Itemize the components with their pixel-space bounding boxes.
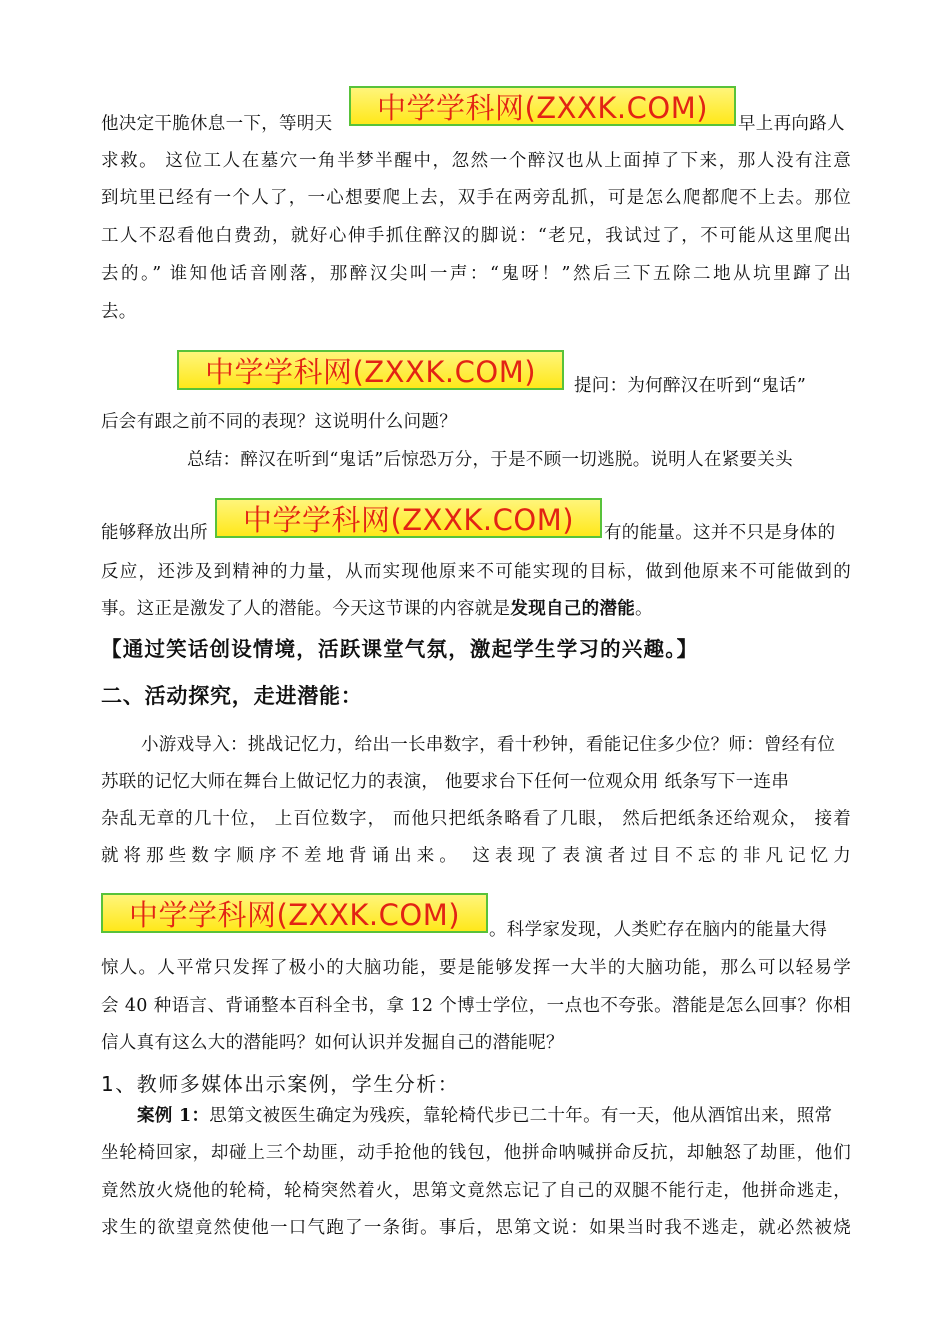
case1-line-2: 坐轮椅回家，却碰上三个劫匪，动手抢他的钱包，他拼命呐喊拼命反抗，却触怒了劫匪，他们 xyxy=(101,1143,851,1163)
case1-text-1: 思第文被医生确定为残疾，靠轮椅代步已二十年。有一天，他从酒馆出来，照常 xyxy=(209,1106,833,1126)
story-line-1a: 他决定干脆休息一下，等明天 xyxy=(101,114,333,134)
teaching-note: 【通过笑话创设情境，活跃课堂气氛，激起学生学习的兴趣。】 xyxy=(101,637,699,661)
question-line-1: 提问：为何醉汉在听到“鬼话” xyxy=(574,376,807,396)
question-line-2: 后会有跟之前不同的表现？这说明什么问题？ xyxy=(101,412,457,432)
subsection-heading: 1、教师多媒体出示案例，学生分析： xyxy=(101,1072,460,1096)
summary-line-4 xyxy=(101,597,851,621)
story-line-4: 工人不忍看他白费劲，就好心伸手抓住醉汉的脚说：“老兄，我试过了，不可能从这里爬出 xyxy=(101,226,851,246)
summary-line-1: 总结：醉汉在听到“鬼话”后惊恐万分，于是不顾一切逃脱。说明人在紧要关头 xyxy=(187,450,793,470)
case1-line-1 xyxy=(137,1104,851,1128)
key-phrase: 发现自己的潜能 xyxy=(510,599,636,619)
summary-line-2b: 有的能量。这并不只是身体的 xyxy=(604,523,836,543)
case1-line-3: 竟然放火烧他的轮椅，轮椅突然着火，思第文竟然忘记了自己的双腿不能行走，他拼命逃走， xyxy=(101,1181,851,1201)
story-line-2: 求救。 这位工人在墓穴一角半梦半醒中，忽然一个醉汉也从上面掉了下来，那人没有注意 xyxy=(101,151,851,171)
game-line-3: 杂乱无章的几十位， 上百位数字， 而他只把纸条略看了几眼， 然后把纸条还给观众， 接着 xyxy=(101,809,851,829)
game-line-4: 就将那些数字顺序不差地背诵出来。 这表现了表演者过目不忘的非凡记忆力 xyxy=(101,846,851,866)
summary-line-2a: 能够释放出所 xyxy=(101,523,208,543)
case1-line-4: 求生的欲望竟然使他一口气跑了一条街。事后，思第文说：如果当时我不逃走，就必然被烧 xyxy=(101,1218,851,1238)
summary-line-3: 反应，还涉及到精神的力量，从而实现他原来不可能实现的目标，做到他原来不可能做到的 xyxy=(101,562,851,582)
summary-line-4c: 。 xyxy=(635,599,653,619)
story-line-6: 去。 xyxy=(101,302,137,322)
summary-line-4a: 事。这正是激发了人的潜能。今天这节课的内容就是 xyxy=(101,599,511,619)
story-line-5: 去的。” 谁知他话音刚落，那醉汉尖叫一声：“鬼呀！”然后三下五除二地从坑里蹿了出 xyxy=(101,264,851,284)
game-line-2: 苏联的记忆大师在舞台上做记忆力的表演， 他要求台下任何一位观众用 纸条写下一连串 xyxy=(101,772,790,792)
watermark-banner: 中学学科网(ZXXK.COM) xyxy=(349,86,736,126)
game-line-5: 。科学家发现，人类贮存在脑内的能量大得 xyxy=(489,920,828,940)
game-line-1: 小游戏导入：挑战记忆力，给出一长串数字，看十秒钟，看能记住多少位？师：曾经有位 xyxy=(141,735,836,755)
game-line-6: 惊人。人平常只发挥了极小的大脑功能，要是能够发挥一大半的大脑功能，那么可以轻易学 xyxy=(101,958,851,978)
game-line-7: 会 40 种语言、背诵整本百科全书，拿 12 个博士学位，一点也不夸张。潜能是怎么回事？你相 xyxy=(101,996,851,1016)
game-line-8: 信人真有这么大的潜能吗？如何认识并发掘自己的潜能呢？ xyxy=(101,1033,564,1053)
section-heading: 二、活动探究，走进潜能： xyxy=(101,684,363,708)
story-line-3: 到坑里已经有一个人了，一心想要爬上去，双手在两旁乱抓，可是怎么爬都爬不上去。那位 xyxy=(101,188,851,208)
watermark-banner: 中学学科网(ZXXK.COM) xyxy=(177,350,564,390)
watermark-banner: 中学学科网(ZXXK.COM) xyxy=(101,893,488,933)
story-line-1b: 早上再向路人 xyxy=(738,114,845,134)
watermark-banner: 中学学科网(ZXXK.COM) xyxy=(215,498,602,538)
case1-label: 案例 1： xyxy=(137,1106,210,1126)
